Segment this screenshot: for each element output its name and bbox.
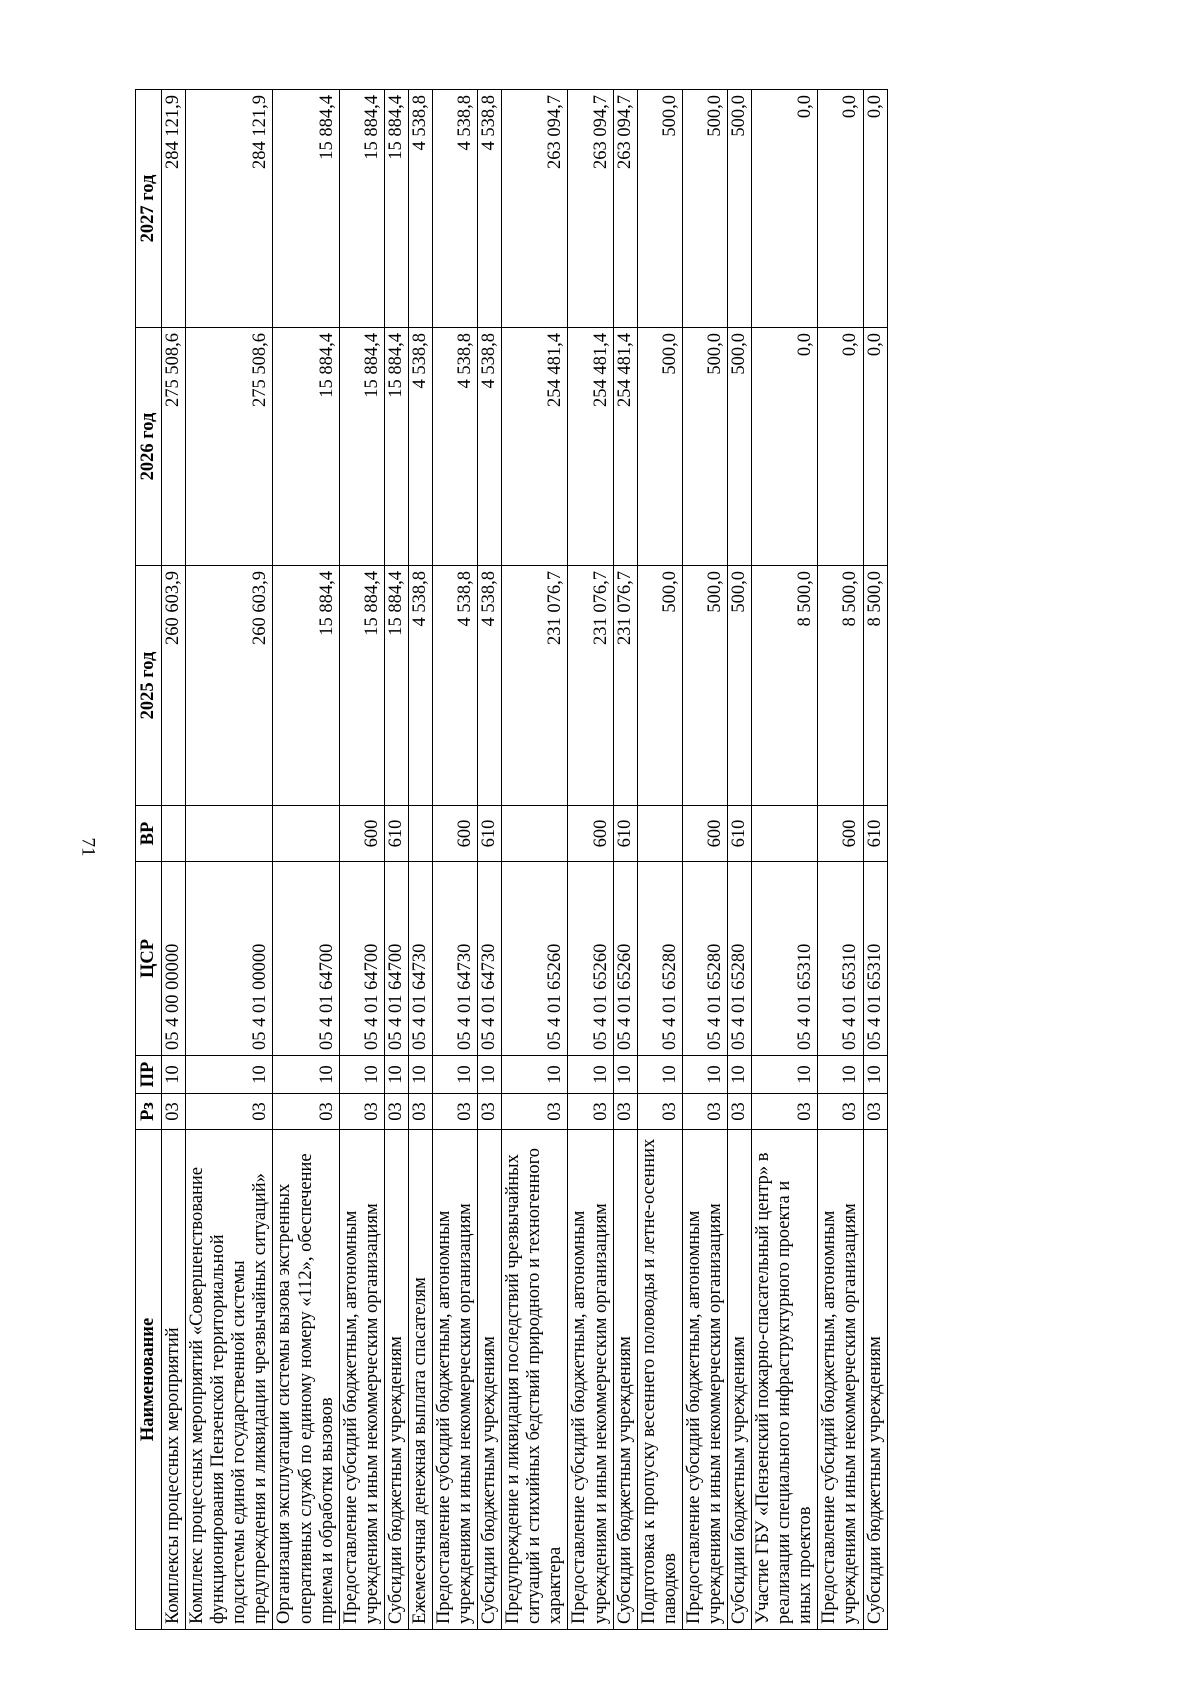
cell-csr: 05 4 00 00000 (162, 862, 186, 1056)
table-row (613, 90, 637, 1630)
cell-pr: 10 (273, 1056, 339, 1094)
cell-vr (186, 806, 273, 862)
cell-vr (273, 806, 339, 862)
cell-pr: 10 (863, 1056, 887, 1094)
cell-2025: 4 538,8 (478, 566, 502, 806)
cell-rz: 03 (613, 1094, 637, 1130)
cell-name: Предоставление субсидий бюджетным, автономным учреждениям и иным некоммерческим организациям (682, 1130, 727, 1630)
table-row (568, 90, 613, 1630)
cell-2025: 500,0 (682, 566, 727, 806)
cell-2026: 500,0 (682, 328, 727, 566)
cell-pr: 10 (752, 1056, 818, 1094)
cell-2027: 263 094,7 (613, 90, 637, 328)
cell-2026: 254 481,4 (568, 328, 613, 566)
cell-2027: 500,0 (682, 90, 727, 328)
cell-2027: 0,0 (863, 90, 887, 328)
budget-table (135, 89, 888, 1630)
cell-vr: 600 (568, 806, 613, 862)
cell-vr (637, 806, 682, 862)
cell-vr: 610 (728, 806, 752, 862)
table-row (162, 90, 186, 1630)
cell-2026: 15 884,4 (384, 328, 408, 566)
cell-2027: 15 884,4 (273, 90, 339, 328)
cell-csr: 05 4 01 64700 (339, 862, 384, 1056)
cell-2027: 263 094,7 (568, 90, 613, 328)
cell-pr: 10 (186, 1056, 273, 1094)
cell-2026: 275 508,6 (162, 328, 186, 566)
cell-pr: 10 (728, 1056, 752, 1094)
cell-rz: 03 (752, 1094, 818, 1130)
cell-pr: 10 (339, 1056, 384, 1094)
cell-2027: 500,0 (637, 90, 682, 328)
cell-2025: 231 076,7 (502, 566, 568, 806)
table-row (408, 90, 432, 1630)
table-row (752, 90, 818, 1630)
cell-2025: 260 603,9 (186, 566, 273, 806)
cell-2026: 4 538,8 (478, 328, 502, 566)
cell-rz: 03 (728, 1094, 752, 1130)
table-row (339, 90, 384, 1630)
cell-csr: 05 4 01 00000 (186, 862, 273, 1056)
cell-rz: 03 (637, 1094, 682, 1130)
table-row (637, 90, 682, 1630)
rotated-table-wrapper (135, 90, 888, 1630)
cell-2026: 0,0 (818, 328, 863, 566)
cell-vr: 600 (339, 806, 384, 862)
cell-pr: 10 (682, 1056, 727, 1094)
cell-2027: 4 538,8 (478, 90, 502, 328)
cell-2027: 4 538,8 (433, 90, 478, 328)
cell-rz: 03 (478, 1094, 502, 1130)
cell-pr: 10 (568, 1056, 613, 1094)
table-row (433, 90, 478, 1630)
cell-csr: 05 4 01 64730 (408, 862, 432, 1056)
cell-2025: 4 538,8 (433, 566, 478, 806)
cell-csr: 05 4 01 64730 (478, 862, 502, 1056)
cell-pr: 10 (818, 1056, 863, 1094)
cell-pr: 10 (613, 1056, 637, 1094)
cell-rz: 03 (384, 1094, 408, 1130)
cell-2025: 8 500,0 (863, 566, 887, 806)
cell-vr: 600 (818, 806, 863, 862)
cell-2027: 284 121,9 (162, 90, 186, 328)
cell-csr: 05 4 01 64730 (433, 862, 478, 1056)
header-2027: 2027 год (136, 90, 162, 328)
cell-rz: 03 (568, 1094, 613, 1130)
cell-2026: 4 538,8 (433, 328, 478, 566)
cell-csr: 05 4 01 65310 (818, 862, 863, 1056)
cell-name: Комплекс процессных мероприятий «Совершенствование функционирования Пензенской территориальной подсистемы единой государственной системы предупреждения и ликвидации чрезвычайных ситуаций» (186, 1130, 273, 1630)
cell-rz: 03 (162, 1094, 186, 1130)
cell-pr: 10 (502, 1056, 568, 1094)
cell-rz: 03 (186, 1094, 273, 1130)
table-row (186, 90, 273, 1630)
cell-csr: 05 4 01 65260 (568, 862, 613, 1056)
cell-vr (502, 806, 568, 862)
table-row (384, 90, 408, 1630)
cell-2026: 15 884,4 (339, 328, 384, 566)
cell-csr: 05 4 01 65260 (613, 862, 637, 1056)
cell-name: Предоставление субсидий бюджетным, автономным учреждениям и иным некоммерческим организациям (339, 1130, 384, 1630)
table-row (682, 90, 727, 1630)
cell-2026: 4 538,8 (408, 328, 432, 566)
cell-2026: 500,0 (728, 328, 752, 566)
cell-2027: 15 884,4 (339, 90, 384, 328)
cell-name: Предоставление субсидий бюджетным, автономным учреждениям и иным некоммерческим организациям (818, 1130, 863, 1630)
table-row (863, 90, 887, 1630)
cell-2026: 0,0 (752, 328, 818, 566)
cell-2026: 0,0 (863, 328, 887, 566)
cell-vr (408, 806, 432, 862)
cell-name: Предупреждение и ликвидация последствий чрезвычайных ситуаций и стихийных бедствий природного и техногенного характера (502, 1130, 568, 1630)
header-vr: ВР (136, 806, 162, 862)
cell-name: Организация эксплуатации системы вызова экстренных оперативных служб по единому номеру «112», обеспечение приема и обработки вызовов (273, 1130, 339, 1630)
cell-pr: 10 (433, 1056, 478, 1094)
cell-vr (752, 806, 818, 862)
cell-vr (162, 806, 186, 862)
cell-name: Предоставление субсидий бюджетным, автономным учреждениям и иным некоммерческим организациям (568, 1130, 613, 1630)
table-body (162, 90, 888, 1630)
cell-name: Участие ГБУ «Пензенский пожарно-спасательный центр» в реализации специального инфраструктурного проекта и иных проектов (752, 1130, 818, 1630)
cell-rz: 03 (682, 1094, 727, 1130)
cell-csr: 05 4 01 65260 (502, 862, 568, 1056)
cell-pr: 10 (637, 1056, 682, 1094)
cell-csr: 05 4 01 65280 (682, 862, 727, 1056)
cell-rz: 03 (502, 1094, 568, 1130)
cell-name: Субсидии бюджетным учреждениям (384, 1130, 408, 1630)
cell-2026: 254 481,4 (502, 328, 568, 566)
cell-csr: 05 4 01 65310 (752, 862, 818, 1056)
cell-rz: 03 (273, 1094, 339, 1130)
cell-rz: 03 (408, 1094, 432, 1130)
cell-2027: 284 121,9 (186, 90, 273, 328)
cell-2025: 500,0 (637, 566, 682, 806)
cell-2025: 260 603,9 (162, 566, 186, 806)
cell-pr: 10 (384, 1056, 408, 1094)
cell-2026: 275 508,6 (186, 328, 273, 566)
cell-name: Субсидии бюджетным учреждениям (613, 1130, 637, 1630)
cell-2025: 15 884,4 (273, 566, 339, 806)
page-number: 71 (77, 837, 99, 857)
cell-rz: 03 (433, 1094, 478, 1130)
cell-2025: 15 884,4 (384, 566, 408, 806)
cell-2026: 15 884,4 (273, 328, 339, 566)
cell-pr: 10 (408, 1056, 432, 1094)
cell-2027: 500,0 (728, 90, 752, 328)
cell-2027: 0,0 (818, 90, 863, 328)
cell-2025: 15 884,4 (339, 566, 384, 806)
cell-pr: 10 (478, 1056, 502, 1094)
cell-name: Субсидии бюджетным учреждениям (728, 1130, 752, 1630)
cell-csr: 05 4 01 65310 (863, 862, 887, 1056)
cell-2027: 4 538,8 (408, 90, 432, 328)
table-row (502, 90, 568, 1630)
cell-rz: 03 (339, 1094, 384, 1130)
header-rz: Рз (136, 1094, 162, 1130)
cell-name: Ежемесячная денежная выплата спасателям (408, 1130, 432, 1630)
cell-vr: 610 (613, 806, 637, 862)
cell-2025: 4 538,8 (408, 566, 432, 806)
table-row (728, 90, 752, 1630)
header-name: Наименование (136, 1130, 162, 1630)
cell-vr: 600 (433, 806, 478, 862)
cell-2025: 231 076,7 (613, 566, 637, 806)
header-csr: ЦСР (136, 862, 162, 1056)
cell-rz: 03 (863, 1094, 887, 1130)
cell-2025: 8 500,0 (818, 566, 863, 806)
cell-rz: 03 (818, 1094, 863, 1130)
cell-vr: 610 (384, 806, 408, 862)
cell-2025: 8 500,0 (752, 566, 818, 806)
header-2026: 2026 год (136, 328, 162, 566)
cell-csr: 05 4 01 65280 (728, 862, 752, 1056)
cell-name: Комплексы процессных мероприятий (162, 1130, 186, 1630)
cell-csr: 05 4 01 64700 (384, 862, 408, 1056)
cell-csr: 05 4 01 64700 (273, 862, 339, 1056)
cell-csr: 05 4 01 65280 (637, 862, 682, 1056)
header-2025: 2025 год (136, 566, 162, 806)
header-pr: ПР (136, 1056, 162, 1094)
cell-2026: 500,0 (637, 328, 682, 566)
cell-vr: 600 (682, 806, 727, 862)
cell-vr: 610 (478, 806, 502, 862)
cell-pr: 10 (162, 1056, 186, 1094)
table-row (273, 90, 339, 1630)
cell-name: Подготовка к пропуску весеннего половодья и летне-осенних паводков (637, 1130, 682, 1630)
cell-2025: 500,0 (728, 566, 752, 806)
cell-name: Предоставление субсидий бюджетным, автономным учреждениям и иным некоммерческим организациям (433, 1130, 478, 1630)
cell-name: Субсидии бюджетным учреждениям (478, 1130, 502, 1630)
cell-2026: 254 481,4 (613, 328, 637, 566)
table-row (818, 90, 863, 1630)
table-row (478, 90, 502, 1630)
cell-2025: 231 076,7 (568, 566, 613, 806)
cell-name: Субсидии бюджетным учреждениям (863, 1130, 887, 1630)
cell-2027: 15 884,4 (384, 90, 408, 328)
cell-2027: 0,0 (752, 90, 818, 328)
cell-2027: 263 094,7 (502, 90, 568, 328)
table-header-row (136, 90, 162, 1630)
cell-vr: 610 (863, 806, 887, 862)
